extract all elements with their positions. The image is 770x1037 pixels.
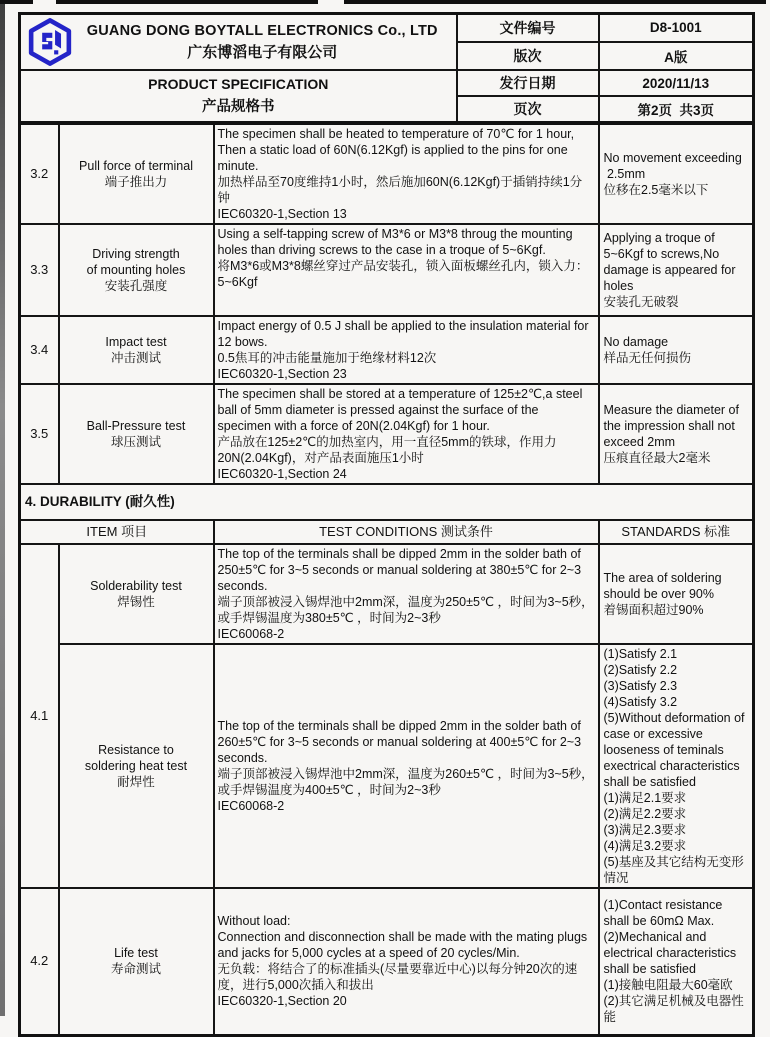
table-row-4-2	[20, 888, 754, 1035]
item-cell: Impact test 冲击测试	[59, 316, 214, 384]
row-number-cell: 4.2	[20, 888, 59, 1035]
row-number-cell: 3.2	[20, 124, 59, 225]
column-header-conditions: TEST CONDITIONS 测试条件	[214, 520, 599, 544]
column-header-item: ITEM 项目	[20, 520, 214, 544]
item-cell: Resistance to soldering heat test 耐焊性	[59, 644, 214, 888]
field-label-revision: 版次	[457, 42, 599, 70]
item-cell: Life test 寿命测试	[59, 888, 214, 1035]
doc-title-en: PRODUCT SPECIFICATION	[148, 75, 329, 92]
company-cell	[20, 14, 457, 71]
section-title: 4. DURABILITY (耐久性)	[20, 484, 754, 520]
doc-title-cn: 产品规格书	[202, 98, 275, 115]
test-conditions-cell: The specimen shall be heated to temperature of 70℃ for 1 hour, Then a static load of 60N(6.12Kgf) is applied to the pins for one minute. 加热样品至70度维持1小时，然后施加60N(6.12Kgf)于插销持续1分钟 IEC60320-1,Section 13	[214, 124, 599, 225]
document-header	[18, 12, 755, 124]
spec-table	[18, 122, 755, 1037]
row-number-cell: 3.5	[20, 384, 59, 484]
item-cell: Solderability test 焊锡性	[59, 544, 214, 644]
field-label-doc-number: 文件编号	[457, 14, 599, 42]
table-row-3-5	[20, 384, 754, 484]
row-number-cell: 3.4	[20, 316, 59, 384]
test-conditions-cell: The top of the terminals shall be dipped 2mm in the solder bath of 260±5℃ for 3~5 seconds or manual soldering at 400±5℃ for 2~3 seconds. 端子顶部被浸入锡焊池中2mm深，温度为260±5℃ ，时间为3~5秒，或手焊锡温度为400±5℃ ，时间为2~3秒 IEC60068-2	[214, 644, 599, 888]
scan-edge-artifact	[0, 0, 5, 1016]
item-cell: Ball-Pressure test 球压测试	[59, 384, 214, 484]
test-conditions-cell: The top of the terminals shall be dipped 2mm in the solder bath of 250±5℃ for 3~5 seconds or manual soldering at 380±5℃ for 2~3 seconds. 端子顶部被浸入锡焊池中2mm深，温度为250±5℃ ，时间为3~5秒，或手焊锡温度为380±5℃ ，时间为2~3秒 IEC60068-2	[214, 544, 599, 644]
company-name-cn: 广东博滔电子有限公司	[187, 43, 338, 61]
column-header-row	[20, 520, 754, 544]
test-conditions-cell: Without load: Connection and disconnection shall be made with the mating plugs and jacks for 5,000 cycles at a speed of 20 cycles/Min. 无负载：将结合了的标准插头(尽量要靠近中心)以每分钟20次的速度，进行5,000次插入和拔出 IEC60320-1,Section 20	[214, 888, 599, 1035]
row-number-cell: 3.3	[20, 224, 59, 316]
column-header-standards: STANDARDS 标准	[599, 520, 754, 544]
field-value-issue-date: 2020/11/13	[599, 70, 754, 96]
row-number-cell: 4.1	[20, 544, 59, 888]
field-value-page: 第2页 共3页	[599, 96, 754, 122]
standards-cell: Applying a troque of 5~6Kgf to screws,No damage is appeared for holes 安装孔无破裂	[599, 224, 754, 316]
standards-cell: (1)Satisfy 2.1 (2)Satisfy 2.2 (3)Satisfy 2.3 (4)Satisfy 3.2 (5)Without deformation of case or excessive looseness of teminals exectrical characteristics shall be satisfied (1)满足2.1要求 (2)满足2.2要求 (3)满足2.3要求 (4)满足3.2要求 (5)基座及其它结构无变形情况	[599, 644, 754, 888]
test-conditions-cell: Using a self-tapping screw of M3*6 or M3*8 throug the mounting holes than driving screws to the case in a troque of 5~6Kgf. 将M3*6或M3*8螺丝穿过产品安装孔，锁入面板螺丝孔内，锁入力：5~6Kgf	[214, 224, 599, 316]
test-conditions-cell: The specimen shall be stored at a temperature of 125±2℃,a steel ball of 5mm diameter is pressed against the surface of the specimen with a force of 20N(2.04Kgf) for 1 hour. 产品放在125±2℃的加热室内，用一直径5mm的铁球，作用力20N(2.04Kgf)，对产品表面施压1小时 IEC60320-1,Section 24	[214, 384, 599, 484]
standards-cell: (1)Contact resistance shall be 60mΩ Max. (2)Mechanical and electrical characteristics shall be satisfied (1)接触电阻最大60毫欧 (2)其它满足机械及电器性能	[599, 888, 754, 1035]
item-cell: Pull force of terminal 端子推出力	[59, 124, 214, 225]
table-row-3-2	[20, 124, 754, 225]
standards-cell: Measure the diameter of the impression shall not exceed 2mm 压痕直径最大2毫米	[599, 384, 754, 484]
test-conditions-cell: Impact energy of 0.5 J shall be applied to the insulation material for 12 bows. 0.5焦耳的冲击能量施加于绝缘材料12次 IEC60320-1,Section 23	[214, 316, 599, 384]
table-row-4-1-solderability	[20, 544, 754, 644]
item-cell: Driving strength of mounting holes 安装孔强度	[59, 224, 214, 316]
field-value-revision: A版	[599, 42, 754, 70]
field-label-issue-date: 发行日期	[457, 70, 599, 96]
section-title-row	[20, 484, 754, 520]
field-label-page: 页次	[457, 96, 599, 122]
scan-strip-artifact	[0, 0, 33, 4]
table-row-3-4	[20, 316, 754, 384]
standards-cell: The area of soldering should be over 90% 着锡面积超过90%	[599, 544, 754, 644]
standards-cell: No damage 样品无任何损伤	[599, 316, 754, 384]
table-row-4-1-soldering-heat	[20, 644, 754, 888]
scan-strip-artifact	[344, 0, 766, 4]
company-name-en: GUANG DONG BOYTALL ELECTRONICS Co., LTD	[86, 22, 438, 39]
company-logo-icon	[27, 17, 75, 67]
standards-cell: No movement exceeding 2.5mm 位移在2.5毫米以下	[599, 124, 754, 225]
doc-title-cell	[20, 70, 457, 122]
table-row-3-3	[20, 224, 754, 316]
field-value-doc-number: D8-1001	[599, 14, 754, 42]
scan-strip-artifact	[56, 0, 318, 4]
